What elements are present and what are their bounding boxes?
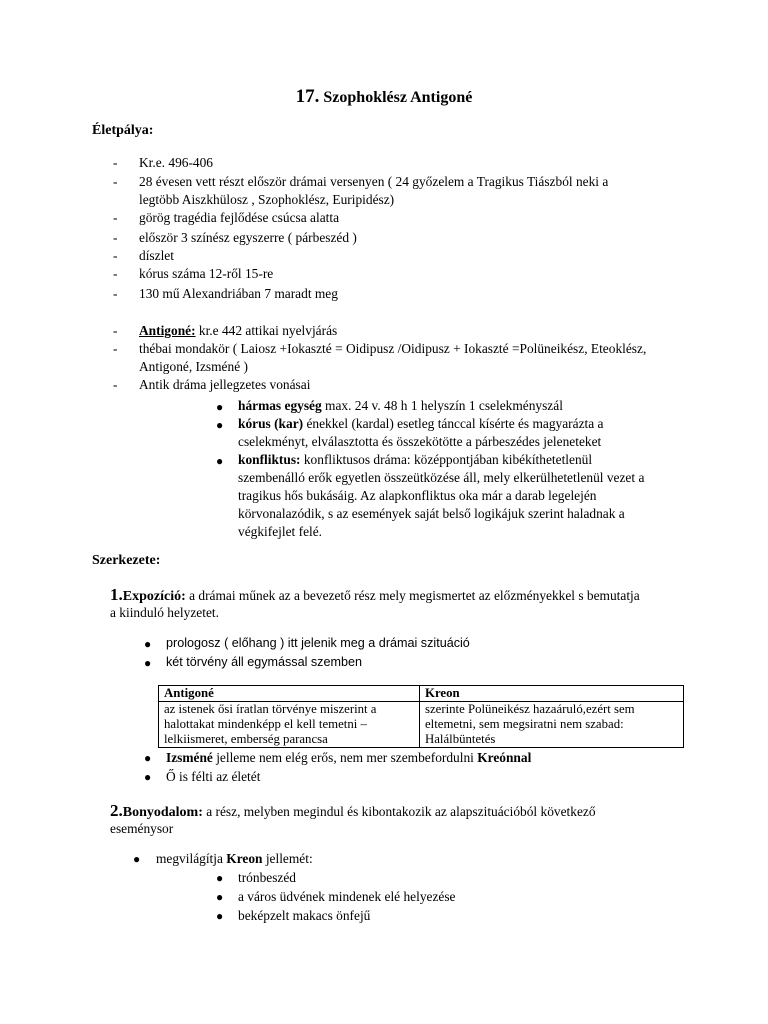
bonyodalom-line	[110, 801, 710, 822]
after-table-line: Ő is félti az életét	[166, 769, 261, 784]
cell-line: Halálbüntetés	[425, 732, 496, 746]
table-header-kreon: Kreon	[420, 686, 684, 702]
bullet-icon: ●	[216, 871, 224, 885]
bullet-icon: ●	[144, 656, 152, 670]
feature-line-cont: körvonalazódik, s az események saját belső logikájuk szerint haladnak a	[238, 506, 625, 521]
feature-line-cont: szembenálló erők egyetlen összeütközése áll, mely elkerülhetetlenül vezet a	[238, 470, 645, 485]
feature-bold: hármas egység	[238, 398, 322, 413]
list-item: kórus száma 12-ről 15-re	[139, 266, 274, 281]
bullet-icon: ●	[216, 418, 224, 432]
antik-line: Antik dráma jellegzetes vonásai	[139, 377, 311, 392]
list-item: 28 évesen vett részt először drámai versenyen ( 24 győzelem a Tragikus Tiászból neki a	[139, 174, 609, 189]
list-item: 130 mű Alexandriában 7 maradt meg	[139, 286, 338, 301]
feature-line-cont: tragikus hős bukásáig. Az alapkonfliktus oka már a darab legelején	[238, 488, 597, 503]
cell-line: eltemetni, sem megsiratni nem szabad:	[425, 717, 624, 731]
cell-line: lelkiismeret, emberség parancsa	[164, 732, 328, 746]
expozicio-text: a drámai műnek az a bevezető rész mely megismertet az előzményekkel s bemutatja	[185, 588, 640, 603]
dash: -	[113, 155, 118, 170]
law-table	[158, 685, 684, 748]
antigone-label: Antigoné:	[139, 323, 196, 338]
list-item: először 3 színész egyszerre ( párbeszéd )	[139, 230, 357, 245]
szerkezete-heading: Szerkezete:	[92, 553, 161, 568]
list-item: görög tragédia fejlődése csúcsa alatta	[139, 210, 340, 225]
bullet-icon: ●	[216, 400, 224, 414]
bullet-icon: ●	[133, 852, 141, 866]
title-text: Szophoklész Antigoné	[323, 89, 473, 106]
feature-text: konfliktusos dráma: középpontjában kibékíthetetlenül	[300, 452, 593, 467]
bullet-icon: ●	[144, 751, 152, 765]
title-number: 17.	[295, 86, 320, 107]
kreonnal-bold: Kreónnal	[477, 750, 532, 765]
bullet-icon: ●	[216, 454, 224, 468]
table-row	[159, 702, 684, 748]
kreon-post: jellemét:	[262, 851, 313, 866]
feature-line	[238, 397, 688, 415]
table-cell-kreon	[420, 702, 684, 748]
dash: -	[113, 230, 118, 245]
feature-bold: konfliktus:	[238, 452, 301, 467]
thebai-line-cont: Antigoné, Izsméné )	[139, 359, 248, 374]
dash: -	[113, 377, 118, 392]
bullet-icon: ●	[144, 637, 152, 651]
dash: -	[113, 323, 118, 338]
cell-line: halottakat mindenképp el kell temetni –	[164, 717, 367, 731]
expozicio-bullet: prologosz ( előhang ) itt jelenik meg a drámai szituáció	[166, 636, 470, 650]
kreon-line	[156, 850, 313, 868]
izsmene-bold: Izsméné	[166, 750, 213, 765]
dash: -	[113, 341, 118, 356]
expozicio-bullet: két törvény áll egymással szemben	[166, 655, 362, 669]
thebai-line: thébai mondakör ( Laiosz +Iokaszté = Oidipusz /Oidipusz + Iokaszté =Polüneikész, Eteoklész,	[139, 341, 647, 356]
table-cell-antigone	[159, 702, 420, 748]
list-item: Kr.e. 496-406	[139, 155, 214, 170]
bullet-icon: ●	[216, 909, 224, 923]
list-item: díszlet	[139, 248, 174, 263]
list-item: legtöbb Aiszkhülosz , Szophoklész, Euripidész)	[139, 192, 395, 207]
antigone-line	[139, 322, 684, 340]
expozicio-label: Expozíció:	[122, 589, 186, 604]
feature-text: énekkel (kardal) esetleg tánccal kísérte és magyarázta a	[303, 416, 604, 431]
dash: -	[113, 286, 118, 301]
kreon-pre: megvilágítja	[156, 851, 227, 866]
bonyodalom-label: Bonyodalom:	[122, 805, 203, 820]
bullet-icon: ●	[216, 890, 224, 904]
feature-bold: kórus (kar)	[238, 416, 304, 431]
dash: -	[113, 248, 118, 263]
sub-item: beképzelt makacs önfejű	[238, 908, 371, 923]
feature-line-cont: végkifejlet felé.	[238, 524, 323, 539]
sub-item: trónbeszéd	[238, 870, 297, 885]
bullet-icon: ●	[144, 770, 152, 784]
expozicio-num: 1.	[110, 585, 123, 604]
feature-line	[238, 451, 688, 469]
izsmene-text: jelleme nem elég erős, nem mer szembefordulni	[212, 750, 478, 765]
antigone-label-rest: kr.e 442 attikai nyelvjárás	[195, 323, 338, 338]
sub-item: a város üdvének mindenek elé helyezése	[238, 889, 456, 904]
table-header-antigone: Antigoné	[159, 686, 420, 702]
feature-line	[238, 415, 688, 433]
bonyodalom-text: a rész, melyben megindul és kibontakozik az alapszituációból következő	[202, 804, 596, 819]
table-header-row	[159, 686, 684, 702]
izsmene-line	[166, 749, 531, 767]
feature-text: max. 24 v. 48 h 1 helyszín 1 cselekményszál	[321, 398, 563, 413]
eletpalya-heading: Életpálya:	[92, 123, 154, 138]
bonyodalom-num: 2.	[110, 801, 123, 820]
bonyodalom-line-cont: eseménysor	[110, 821, 174, 836]
dash: -	[113, 210, 118, 225]
page-title	[0, 86, 768, 108]
cell-line: szerinte Polüneikész hazaáruló,ezért sem	[425, 702, 635, 716]
expozicio-line-cont: a kiinduló helyzetet.	[110, 605, 219, 620]
expozicio-line	[110, 585, 710, 606]
cell-line: az istenek ősi íratlan törvénye miszerint a	[164, 702, 377, 716]
kreon-bold: Kreon	[226, 851, 263, 866]
dash: -	[113, 174, 118, 189]
dash: -	[113, 266, 118, 281]
feature-line-cont: cselekményt, elválasztotta és összekötötte a párbeszédes jeleneteket	[238, 434, 602, 449]
